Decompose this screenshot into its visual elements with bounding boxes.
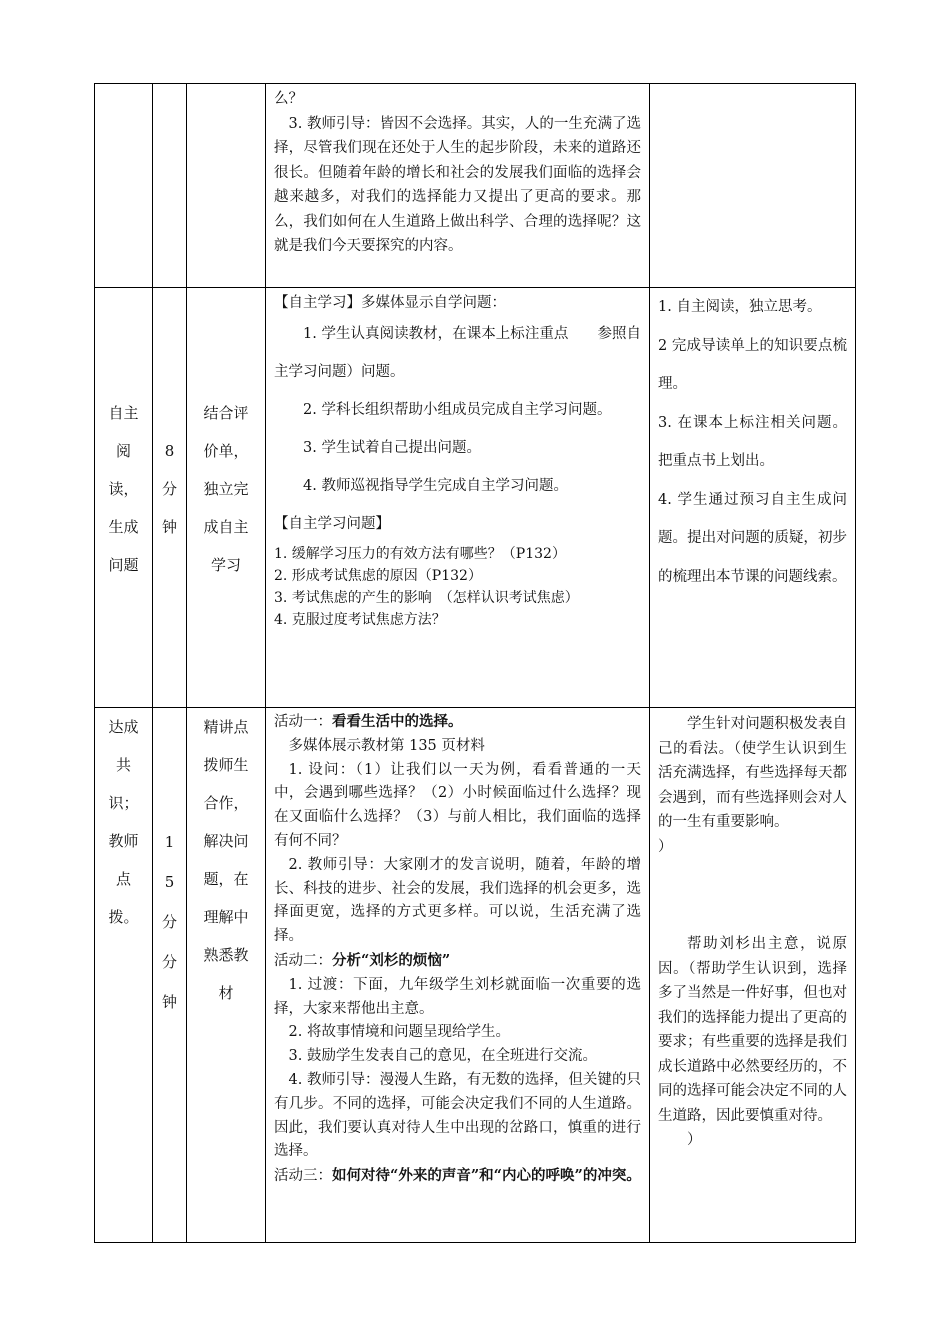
- text-paragraph: 4. 教师引导：漫漫人生路，有无数的选择，但关键的只有几步。不同的选择，可能会决定我们不同的人生道路。因此，我们要认真对待人生中出现的岔路口，慎重的进行选择。: [274, 1071, 641, 1160]
- text-paragraph: 1. 学生认真阅读教材，在课本上标注重点 参照自主学习问题）问题。: [274, 326, 641, 380]
- stage-text: 问题: [108, 556, 139, 574]
- activity-heading: [274, 949, 641, 974]
- text-paragraph: 2. 学科长组织帮助小组成员完成自主学习问题。: [303, 402, 612, 418]
- table-row: [94, 287, 856, 707]
- teacher-activity-cell: [266, 708, 650, 1242]
- student-activity-cell: [650, 708, 855, 1242]
- activity-title: 分析“刘杉的烦恼”: [332, 951, 451, 969]
- method-text: 理解中: [203, 908, 249, 926]
- teacher-activity-cell: [266, 288, 650, 707]
- method-text: 题，在: [203, 870, 249, 888]
- time-text: 5: [164, 873, 175, 891]
- student-paragraph-end: ）: [687, 1132, 702, 1148]
- method-text: 解决问: [203, 832, 249, 850]
- time-text: 钟: [161, 518, 177, 536]
- activity-label: 活动三：: [274, 1168, 332, 1185]
- method-text: 价单，: [203, 442, 249, 460]
- student-activity-cell: [650, 84, 855, 287]
- text-paragraph: 4. 教师巡视指导学生完成自主学习问题。: [303, 478, 568, 494]
- text-paragraph: 1. 设问：（1）让我们以一天为例，看看普通的一天中，会遇到哪些选择？（2）小时候面临过什么选择？现在又面临什么选择？（3）与前人相比，我们面临的选择有何不同？: [274, 761, 641, 849]
- question-item: 1. 缓解学习压力的有效方法有哪些？（P132）: [274, 546, 566, 562]
- text-paragraph: 3. 教师引导：皆因不会选择。其实，人的一生充满了选择，尽管我们现在还处于人生的起步阶段，未来的道路还很长。但随着年龄的增长和社会的发展我们面临的选择会越来越多，对我们的选择能力又提出了更高的要求。那么，我们如何在人生道路上做出科学、合理的选择呢？这就是我们今天要探究的内容。: [274, 115, 641, 254]
- method-text: 独立完: [203, 480, 249, 498]
- text-paragraph: 2. 教师引导：大家刚才的发言说明，随着，年龄的增长、科技的进步、社会的发展，我们选择的机会更多，选择面更宽，选择的方式更多样。可以说，生活充满了选择。: [274, 856, 641, 945]
- student-paragraph-end: ）: [658, 838, 673, 855]
- question-item: 4. 克服过度考试焦虑方法？: [274, 612, 446, 628]
- activity-heading: [274, 710, 641, 735]
- text-line: 么？: [274, 91, 303, 107]
- activity-title: 如何对待“外来的声音”和“内心的呼唤”的冲突。: [332, 1167, 641, 1185]
- method-cell: [187, 288, 266, 707]
- student-item: 1. 自主阅读，独立思考。: [658, 299, 822, 315]
- stage-text: 自主: [108, 404, 139, 422]
- time-text: 钟: [161, 993, 177, 1011]
- activity-label: 活动一：: [274, 714, 332, 730]
- method-cell: [187, 708, 266, 1242]
- text-paragraph: 2. 将故事情境和问题呈现给学生。: [288, 1024, 510, 1041]
- time-text: 分: [161, 913, 177, 931]
- stage-cell: [95, 288, 153, 707]
- section-heading: 【自主学习】多媒体显示自学问题：: [274, 295, 506, 311]
- stage-text: 达成: [108, 718, 139, 736]
- text-paragraph: 3. 学生试着自己提出问题。: [303, 440, 481, 456]
- method-text: 材: [218, 984, 234, 1002]
- method-text: 结合评: [203, 404, 249, 422]
- stage-text: 共: [115, 756, 131, 774]
- stage-text: 读，: [108, 480, 139, 498]
- time-cell: [153, 288, 187, 707]
- stage-text: 阅: [115, 442, 131, 460]
- time-cell: [153, 708, 187, 1242]
- time-text: 8: [164, 442, 175, 460]
- student-activity-cell: [650, 288, 855, 707]
- time-text: 分: [161, 480, 177, 498]
- question-item: 2. 形成考试焦虑的原因（P132）: [274, 568, 482, 584]
- spacer: [658, 859, 847, 932]
- stage-text: 点: [115, 870, 131, 888]
- student-paragraph: 帮助刘杉出主意，说原因。（帮助学生认识到，选择多了当然是一件好事，但也对我们的选择能力提出了更高的要求；有些重要的选择是我们成长道路中必然要经历的，不同的选择可能会决定不同的人生道路，因此要慎重对待。: [658, 936, 847, 1124]
- time-text: 分: [161, 953, 177, 971]
- time-cell: [153, 84, 187, 287]
- section-heading: 【自主学习问题】: [274, 516, 390, 532]
- method-text: 成自主: [203, 518, 249, 536]
- activity-label: 活动二：: [274, 952, 332, 969]
- method-cell: [187, 84, 266, 287]
- stage-text: 拨。: [108, 908, 139, 926]
- method-text: 精讲点: [203, 718, 249, 736]
- student-item: 3. 在课本上标注相关问题。把重点书上划出。: [658, 414, 847, 469]
- student-item: 4. 学生通过预习自主生成问题。提出对问题的质疑，初步的梳理出本节课的问题线索。: [658, 491, 847, 585]
- text-paragraph: 3. 鼓励学生发表自己的意见，在全班进行交流。: [288, 1048, 597, 1065]
- stage-text: 生成: [108, 518, 139, 536]
- method-text: 学习: [210, 556, 241, 574]
- time-text: 1: [164, 833, 175, 851]
- stage-text: 识；: [108, 794, 139, 812]
- table-row: [94, 83, 856, 287]
- stage-cell: [95, 84, 153, 287]
- activity-heading: [274, 1164, 641, 1189]
- text-paragraph: 多媒体展示教材第 135 页材料: [288, 737, 485, 754]
- teacher-activity-cell: [266, 84, 650, 287]
- method-text: 熟悉教: [203, 946, 249, 964]
- activity-title: 看看生活中的选择。: [332, 713, 463, 730]
- method-text: 拨师生: [203, 756, 249, 774]
- question-item: 3. 考试焦虑的产生的影响 （怎样认识考试焦虑）: [274, 590, 579, 606]
- stage-cell: [95, 708, 153, 1242]
- text-paragraph: 1. 过渡：下面，九年级学生刘杉就面临一次重要的选择，大家来帮他出主意。: [274, 976, 641, 1017]
- stage-text: 教师: [108, 832, 139, 850]
- student-paragraph: 学生针对问题积极发表自己的看法。（使学生认识到生活充满选择，有些选择每天都会遇到，而有些选择则会对人的一生有重要影响。: [658, 716, 847, 830]
- method-text: 合作，: [203, 794, 249, 812]
- lesson-plan-table: [94, 83, 856, 1243]
- table-row: [94, 707, 856, 1243]
- student-item: 2 完成导读单上的知识要点梳理。: [658, 337, 847, 392]
